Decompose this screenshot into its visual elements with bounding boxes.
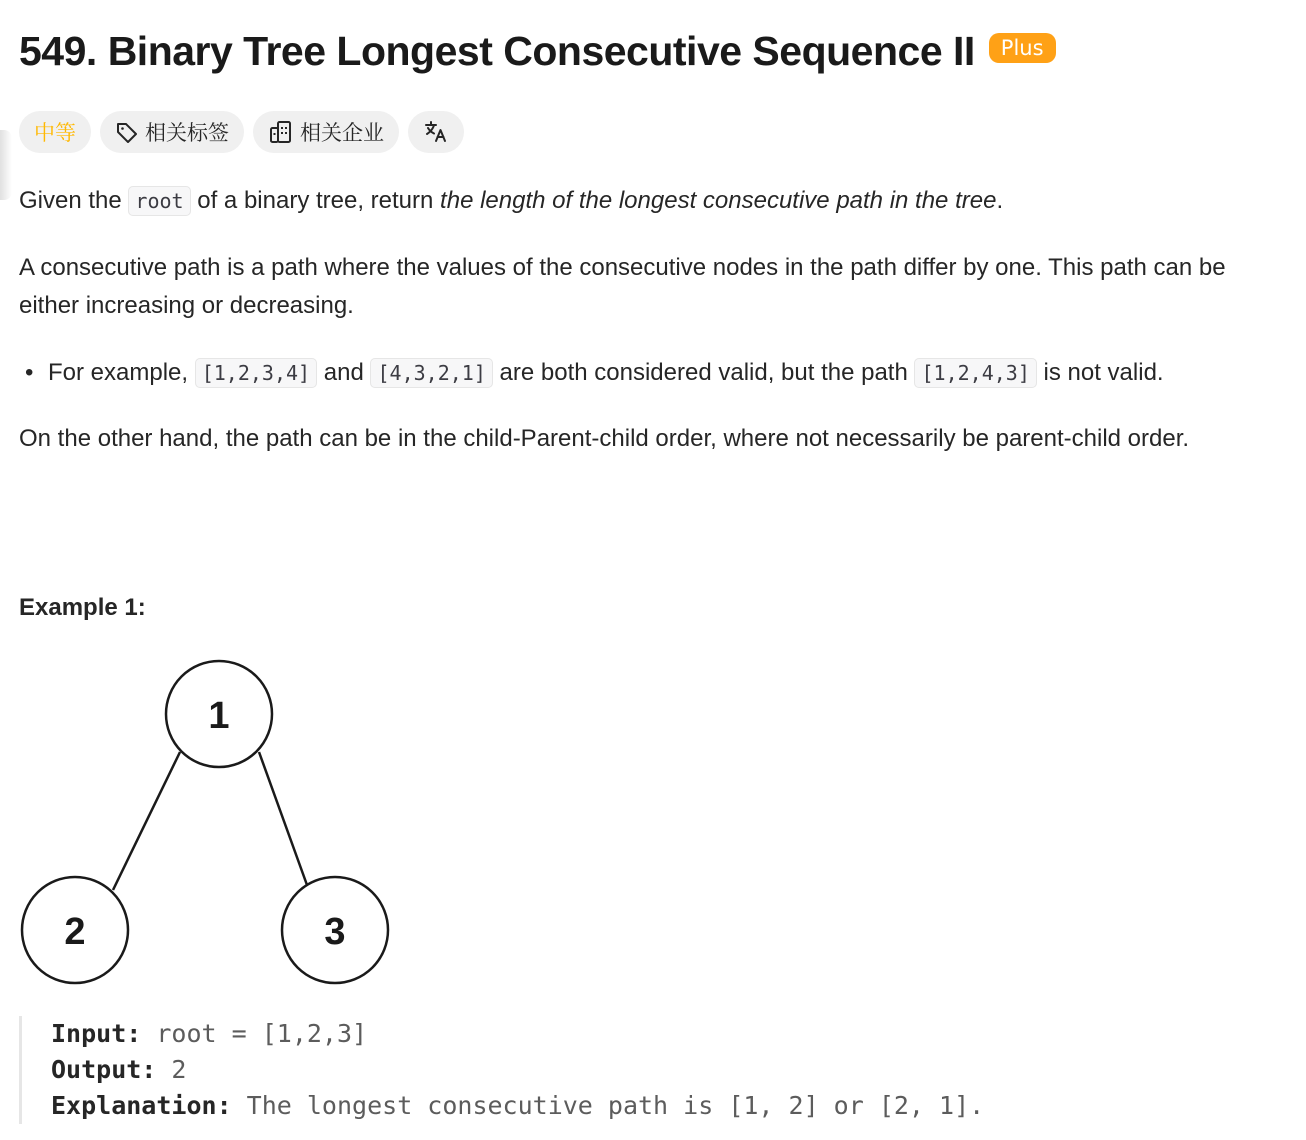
page-title: 549. Binary Tree Longest Consecutive Sequence II [19, 28, 975, 74]
inline-code-valid-2: [4,3,2,1] [370, 358, 492, 388]
title-row [19, 28, 1056, 75]
bullet-text-4: is not valid. [1036, 359, 1164, 386]
tag-bar [19, 111, 464, 153]
description-paragraph-2: A consecutive path is a path where the values of the consecutive nodes in the path differ by one. This path can be either increasing or decreasing. [19, 254, 1226, 319]
description-paragraph-3: On the other hand, the path can be in the child-Parent-child order, where not necessarily be parent-child order. [19, 425, 1190, 452]
tree-node-right [282, 877, 388, 983]
description-paragraph-1 [19, 182, 1284, 220]
example-io-block [19, 1016, 984, 1124]
inline-code-valid-1: [1,2,3,4] [195, 358, 317, 388]
companies-label: 相关企业 [300, 121, 384, 145]
tree-node-left [22, 877, 128, 983]
bullet-text-2: and [317, 359, 371, 386]
bullet-text [48, 354, 1164, 392]
input-value: root = [1,2,3] [141, 1019, 368, 1048]
output-label: Output: [51, 1055, 157, 1084]
binary-tree-diagram [19, 656, 399, 991]
tag-icon [115, 120, 139, 144]
difficulty-tag[interactable] [19, 111, 91, 153]
explanation-label: Explanation: [51, 1091, 232, 1120]
difficulty-label: 中等 [34, 121, 76, 145]
example-title: Example 1: [19, 594, 146, 621]
example-bullet [19, 354, 1164, 392]
bullet-text-3: are both considered valid, but the path [492, 359, 915, 386]
p1-text-mid: of a binary tree, return [190, 187, 441, 214]
tree-node-left-label: 2 [64, 911, 86, 953]
explanation-value: The longest consecutive path is [1, 2] or [2, 1]. [231, 1091, 985, 1120]
topics-label: 相关标签 [145, 121, 229, 145]
edge-shadow [0, 130, 12, 200]
bullet-text-1: For example, [48, 359, 195, 386]
building-icon [268, 119, 294, 145]
tree-edge-left [113, 752, 180, 890]
output-value: 2 [156, 1055, 187, 1084]
tree-node-right-label: 3 [324, 911, 346, 953]
tree-node-root-label: 1 [208, 695, 230, 737]
p1-text-end: . [996, 187, 1004, 214]
tree-edge-right [259, 752, 307, 885]
translate-button[interactable] [408, 111, 464, 153]
p1-emphasis: the length of the longest consecutive path in the tree [440, 187, 997, 214]
bullet-dot: • [25, 359, 34, 386]
translate-icon [423, 119, 449, 145]
topics-tag[interactable] [100, 111, 244, 153]
companies-tag[interactable] [253, 111, 399, 153]
tree-node-root [166, 661, 272, 767]
inline-code-invalid: [1,2,4,3] [914, 358, 1036, 388]
inline-code-root: root [128, 186, 190, 216]
input-label: Input: [51, 1019, 142, 1048]
plus-badge: Plus [989, 33, 1056, 63]
p1-text: Given the [19, 187, 129, 214]
